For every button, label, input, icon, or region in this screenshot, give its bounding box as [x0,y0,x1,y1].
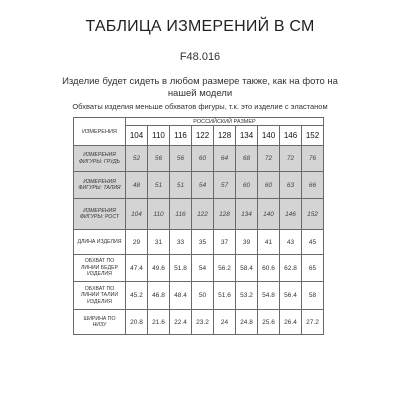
table-cell: 56.4 [280,282,302,310]
table-cell: 116 [170,199,192,230]
table-cell: 51.6 [214,282,236,310]
table-cell: 56 [148,146,170,172]
table-cell: 57 [214,172,236,199]
row-label: ИЗМЕРЕНИЯ ФИГУРЫ: ТАЛИЯ [74,172,126,199]
table-cell: 49.6 [148,255,170,282]
table-cell: 25.6 [258,310,280,335]
table-cell: 50 [192,282,214,310]
row-label: ОБХВАТ ПО ЛИНИИ ТАЛИИ ИЗДЕЛИЯ [74,282,126,310]
table-row [74,199,324,230]
table-cell: 65 [302,255,324,282]
table-cell: 48.4 [170,282,192,310]
russian-size-header: РОССИЙСКИЙ РАЗМЕР [126,118,324,126]
table-cell: 45 [302,230,324,255]
table-cell: 47.4 [126,255,148,282]
table-cell: 146 [280,199,302,230]
table-cell: 104 [126,199,148,230]
table-cell: 43 [280,230,302,255]
table-cell: 51 [148,172,170,199]
table-cell: 35 [192,230,214,255]
table-cell: 24 [214,310,236,335]
table-cell: 60 [192,146,214,172]
size-table [73,117,324,335]
table-cell: 64 [214,146,236,172]
table-row [74,172,324,199]
size-header-cell: 110 [148,126,170,146]
row-label: ДЛИНА ИЗДЕЛИЯ [74,230,126,255]
table-row [74,310,324,335]
table-cell: 62.8 [280,255,302,282]
table-cell: 51.8 [170,255,192,282]
table-cell: 24.8 [236,310,258,335]
row-label: ИЗМЕРЕНИЯ ФИГУРЫ: ГРУДЬ [74,146,126,172]
table-cell: 128 [214,199,236,230]
table-cell: 54.8 [258,282,280,310]
table-cell: 72 [280,146,302,172]
row-label: ИЗМЕРЕНИЯ ФИГУРЫ: РОСТ [74,199,126,230]
elastane-note: Обхваты изделия меньше обхватов фигуры, т.к. это изделие с эластаном [72,102,328,111]
size-header-cell: 104 [126,126,148,146]
table-row [74,255,324,282]
table-cell: 26.4 [280,310,302,335]
table-cell: 60 [258,172,280,199]
table-cell: 68 [236,146,258,172]
table-cell: 152 [302,199,324,230]
table-cell: 72 [258,146,280,172]
table-cell: 45.2 [126,282,148,310]
table-cell: 60.6 [258,255,280,282]
table-cell: 56.2 [214,255,236,282]
table-cell: 22.4 [170,310,192,335]
page-title: ТАБЛИЦА ИЗМЕРЕНИЙ В СМ [85,18,315,35]
table-cell: 63 [280,172,302,199]
table-cell: 31 [148,230,170,255]
row-label: ШИРИНА ПО НИЗУ [74,310,126,335]
table-cell: 60 [236,172,258,199]
size-header-cell: 116 [170,126,192,146]
header-row-group [74,118,324,126]
table-cell: 140 [258,199,280,230]
table-cell: 46.8 [148,282,170,310]
table-cell: 37 [214,230,236,255]
table-cell: 76 [302,146,324,172]
table-cell: 52 [126,146,148,172]
product-code: F48.016 [179,51,221,63]
table-cell: 56 [170,146,192,172]
table-cell: 23.2 [192,310,214,335]
table-row [74,230,324,255]
size-header-cell: 122 [192,126,214,146]
table-cell: 51 [170,172,192,199]
table-cell: 54 [192,172,214,199]
fit-description: Изделие будет сидеть в любом размере также, как на фото на нашей модели [62,76,338,99]
table-cell: 33 [170,230,192,255]
table-cell: 58 [302,282,324,310]
size-header-cell: 128 [214,126,236,146]
table-cell: 54 [192,255,214,282]
size-header-cell: 140 [258,126,280,146]
row-label: ОБХВАТ ПО ЛИНИИ БЕДЕР ИЗДЕЛИЯ [74,255,126,282]
table-cell: 110 [148,199,170,230]
table-cell: 39 [236,230,258,255]
table-cell: 134 [236,199,258,230]
table-cell: 66 [302,172,324,199]
table-cell: 48 [126,172,148,199]
table-cell: 21.6 [148,310,170,335]
table-cell: 53.2 [236,282,258,310]
measurements-header: ИЗМЕРЕНИЯ [74,118,126,146]
table-cell: 27.2 [302,310,324,335]
table-row [74,282,324,310]
size-header-cell: 152 [302,126,324,146]
table-cell: 29 [126,230,148,255]
table-cell: 58.4 [236,255,258,282]
table-row [74,146,324,172]
table-cell: 20.8 [126,310,148,335]
table-cell: 41 [258,230,280,255]
size-header-cell: 146 [280,126,302,146]
size-header-cell: 134 [236,126,258,146]
table-cell: 122 [192,199,214,230]
